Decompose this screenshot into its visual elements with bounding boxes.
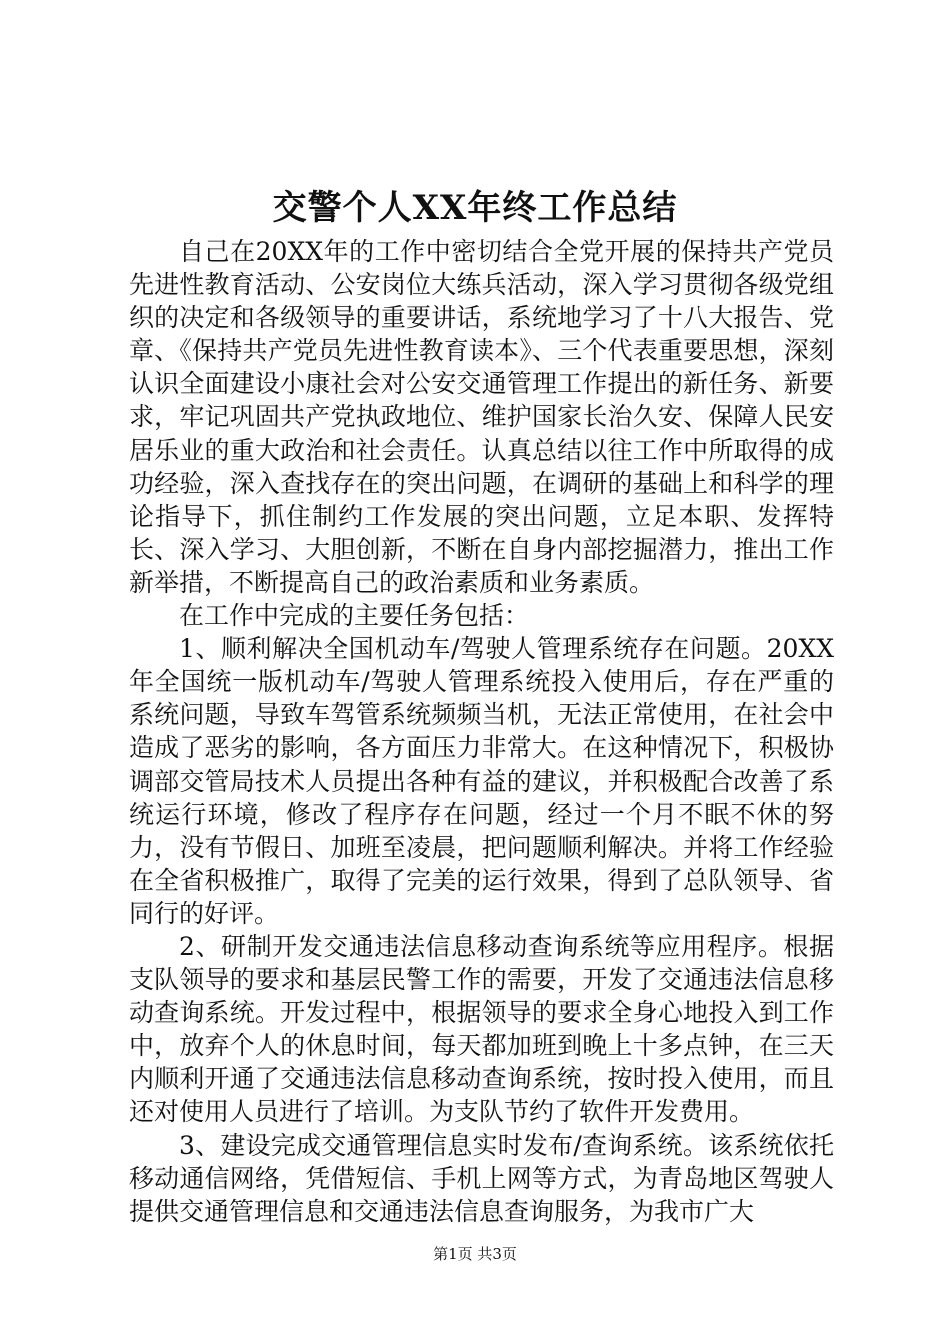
paragraph-intro: 自己在20XX年的工作中密切结合全党开展的保持共产党员先进性教育活动、公安岗位大练兵活动，深入学习贯彻各级党组织的决定和各级领导的重要讲话，系统地学习了十八大报告、党章、《保持共产党员先进性教育读本》、三个代表重要思想，深刻认识全面建设小康社会对公安交通管理工作提出的新任务、新要求，牢记巩固共产党执政地位、维护国家长治久安、保障人民安居乐业的重大政治和社会责任。认真总结以往工作中所取得的成功经验，深入查找存在的突出问题，在调研的基础上和科学的理论指导下，抓住制约工作发展的突出问题，立足本职、发挥特长、深入学习、大胆创新，不断在自身内部挖掘潜力，推出工作新举措，不断提高自己的政治素质和业务素质。: [129, 237, 834, 597]
paragraph-task-3: 3、建设完成交通管理信息实时发布/查询系统。该系统依托移动通信网络，凭借短信、手机上网等方式，为青岛地区驾驶人提供交通管理信息和交通违法信息查询服务，为我市广大: [129, 1130, 834, 1226]
document-title: 交警个人XX年终工作总结: [272, 188, 678, 228]
page-number-footer: 第1页 共3页: [433, 1245, 517, 1263]
paragraph-task-2: 2、研制开发交通违法信息移动查询系统等应用程序。根据支队领导的要求和基层民警工作的需要，开发了交通违法信息移动查询系统。开发过程中，根据领导的要求全身心地投入到工作中，放弃个人的休息时间，每天都加班到晚上十多点钟，在三天内顺利开通了交通违法信息移动查询系统，按时投入使用，而且还对使用人员进行了培训。为支队节约了软件开发费用。: [129, 931, 834, 1127]
document-body: [129, 235, 834, 1228]
paragraph-task-1: 1、顺利解决全国机动车/驾驶人管理系统存在问题。20XX年全国统一版机动车/驾驶人管理系统投入使用后，存在严重的系统问题，导致车驾管系统频频当机，无法正常使用，在社会中造成了恶劣的影响，各方面压力非常大。在这种情况下，积极协调部交管局技术人员提出各种有益的建议，并积极配合改善了系统运行环境，修改了程序存在问题，经过一个月不眠不休的努力，没有节假日、加班至凌晨，把问题顺利解决。并将工作经验在全省积极推广，取得了完美的运行效果，得到了总队领导、省同行的好评。: [129, 634, 834, 928]
paragraph-tasks-heading: 在工作中完成的主要任务包括：: [179, 601, 530, 631]
